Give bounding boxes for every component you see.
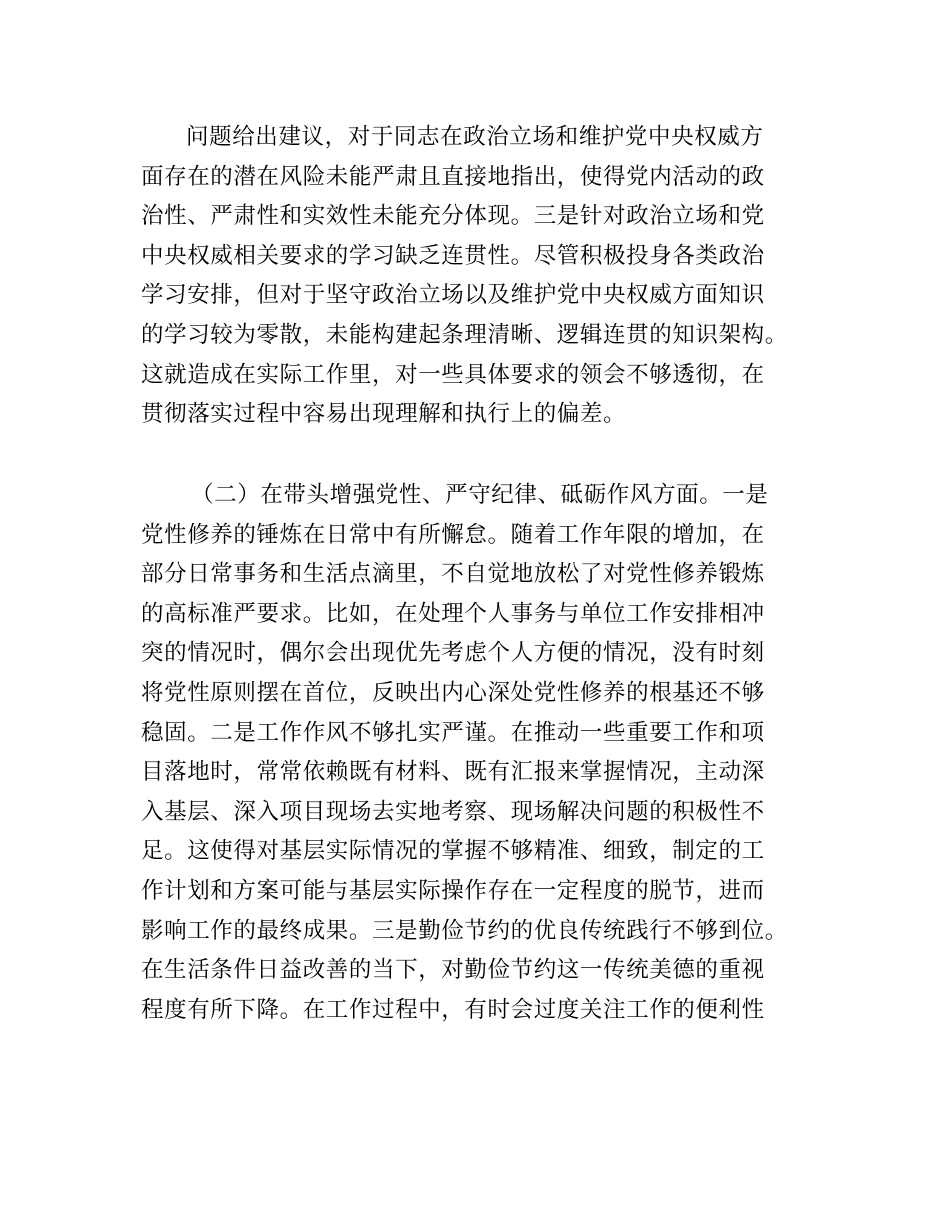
section-heading-line: （二）在带头增强党性、严守纪律、砥砺作风方面。一是 <box>191 482 769 508</box>
paragraph-line: 这就造成在实际工作里，对一些具体要求的领会不够透彻，在 <box>141 361 765 388</box>
paragraph-line: 程度有所下降。在工作过程中，有时会过度关注工作的便利性 <box>141 996 765 1023</box>
paragraph-line: 学习安排，但对于坚守政治立场以及维护党中央权威方面知识 <box>141 282 765 309</box>
paragraph-line: 足。这使得对基层实际情况的掌握不够精准、细致，制定的工 <box>141 838 765 865</box>
paragraph-line: 入基层、深入项目现场去实地考察、现场解决问题的积极性不 <box>141 798 765 825</box>
paragraph-line: 中央权威相关要求的学习缺乏连贯性。尽管积极投身各类政治 <box>141 242 765 269</box>
paragraph-2 <box>141 476 816 1030</box>
paragraph-line: 目落地时，常常依赖既有材料、既有汇报来掌握情况，主动深 <box>141 759 765 786</box>
paragraph-line: 的高标准严要求。比如，在处理个人事务与单位工作安排相冲 <box>141 600 765 627</box>
paragraph-line: 将党性原则摆在首位，反映出内心深处党性修养的根基还不够 <box>141 679 765 706</box>
paragraph-line: 稳固。二是工作作风不够扎实严谨。在推动一些重要工作和项 <box>141 719 765 746</box>
paragraph-line: 问题给出建议，对于同志在政治立场和维护党中央权威方 <box>186 124 764 150</box>
paragraph-line: 部分日常事务和生活点滴里，不自觉地放松了对党性修养锻炼 <box>141 561 765 588</box>
paragraph-line: 在生活条件日益改善的当下，对勤俭节约这一传统美德的重视 <box>141 957 765 984</box>
paragraph-line: 治性、严肃性和实效性未能充分体现。三是针对政治立场和党 <box>141 203 765 230</box>
paragraph-line: 的学习较为零散，未能构建起条理清晰、逻辑连贯的知识架构。 <box>141 321 788 348</box>
paragraph-line: 影响工作的最终成果。三是勤俭节约的优良传统践行不够到位。 <box>141 917 788 944</box>
paragraph-line: 作计划和方案可能与基层实际操作存在一定程度的脱节，进而 <box>141 877 765 904</box>
paragraph-line: 党性修养的锤炼在日常中有所懈怠。随着工作年限的增加，在 <box>141 521 765 548</box>
paragraph-1 <box>141 118 816 435</box>
paragraph-line: 面存在的潜在风险未能严肃且直接地指出，使得党内活动的政 <box>141 163 765 190</box>
paragraph-line: 突的情况时，偶尔会出现优先考虑个人方便的情况，没有时刻 <box>141 640 765 667</box>
paragraph-line: 贯彻落实过程中容易出现理解和执行上的偏差。 <box>141 401 627 428</box>
